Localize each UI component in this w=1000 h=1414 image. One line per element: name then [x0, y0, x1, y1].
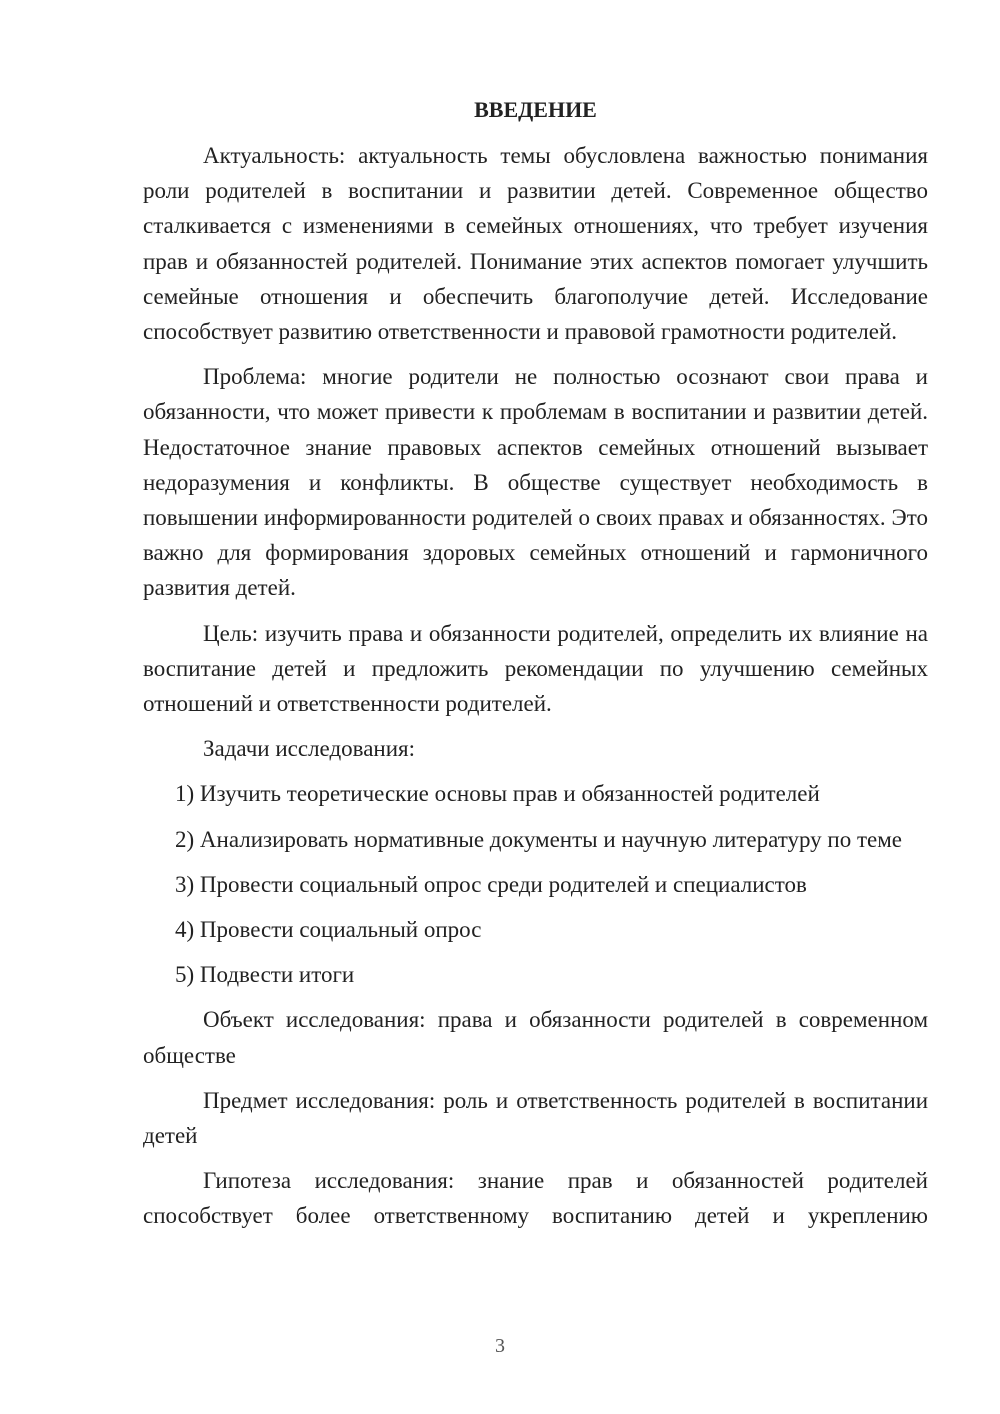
page-number: 3	[495, 1335, 505, 1357]
page-title: ВВЕДЕНИЕ	[474, 97, 597, 122]
paragraph-subject: Предмет исследования: роль и ответственность родителей в воспитании детей	[143, 1087, 928, 1149]
task-item-5: 5) Подвести итоги	[175, 962, 355, 988]
page-content	[143, 92, 928, 1234]
task-item-3: 3) Провести социальный опрос среди родителей и специалистов	[175, 871, 807, 897]
tasks-heading: Задачи исследования:	[203, 736, 416, 762]
paragraph-goal: Цель: изучить права и обязанности родителей, определить их влияние на воспитание детей и предложить рекомендации по улучшению семейных отношений и ответственности родителей.	[143, 620, 928, 717]
task-item-1: 1) Изучить теоретические основы прав и обязанностей родителей	[175, 781, 820, 807]
paragraph-relevance: Актуальность: актуальность темы обусловлена важностью понимания роли родителей в воспитании и развитии детей. Современное общество сталкивается с изменениями в семейных отношениях, что требует изучения прав и обязанностей родителей. Понимание этих аспектов помогает улучшить семейные отношения и обеспечить благополучие детей. Исследование способствует развитию ответственности и правовой грамотности родителей.	[143, 143, 928, 345]
task-item-4: 4) Провести социальный опрос	[175, 917, 482, 943]
paragraph-object: Объект исследования: права и обязанности родителей в современном обществе	[143, 1007, 928, 1068]
paragraph-problem: Проблема: многие родители не полностью осознают свои права и обязанности, что может привести к проблемам в воспитании и развитии детей. Недостаточное знание правовых аспектов семейных отношений вызывает недоразумения и конфликты. В обществе существует необходимость в повышении информированности родителей о своих правах и обязанностях. Это важно для формирования здоровых семейных отношений и гармоничного развития детей.	[143, 364, 928, 601]
paragraph-hypothesis: Гипотеза исследования: знание прав и обязанностей родителей способствует более ответственному воспитанию детей и укреплению	[143, 1168, 928, 1229]
task-item-2: 2) Анализировать нормативные документы и научную литературу по теме	[175, 826, 903, 852]
